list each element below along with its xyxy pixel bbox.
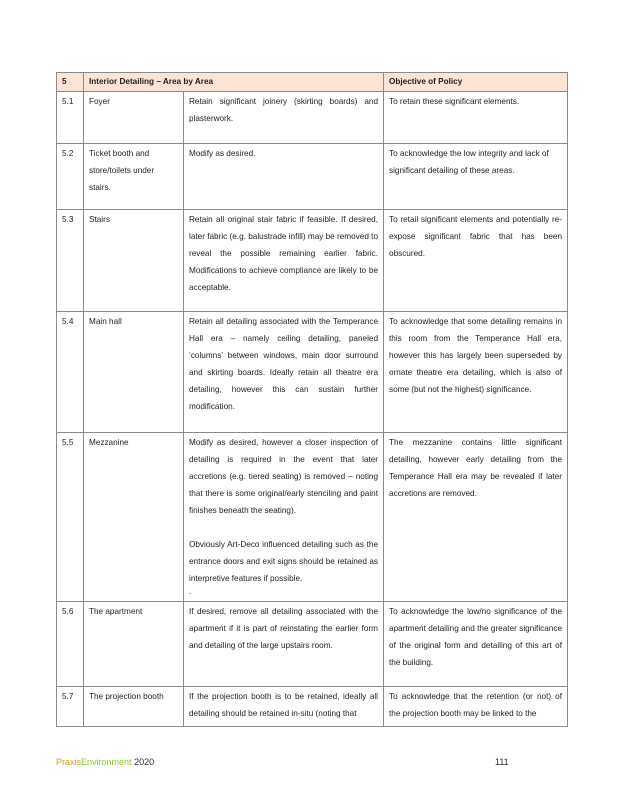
row-area: Ticket booth and store/toilets under stairs. [84,144,184,210]
row-number: 5.3 [57,210,84,312]
row-number: 5.1 [57,92,84,144]
header-objective: Objective of Policy [384,73,568,92]
footer-brand [56,757,154,767]
row-number: 5.2 [57,144,84,210]
row-number: 5.7 [57,687,84,727]
brand-environment: Environment [81,757,132,767]
row-policy: If the projection booth is to be retained, ideally all detailing should be retained in-situ (noting that [184,687,384,727]
table-row [57,92,568,144]
footer-year: 2020 [134,757,155,767]
policy-paragraph: Modify as desired, however a closer inspection of detailing is required in the event that later accretions (e.g. tiered seating) is removed – noting that there is some original/early stenciling and paint finishes beneath the seating). [189,438,379,515]
row-policy: Retain significant joinery (skirting boards) and plasterwork. [184,92,384,144]
header-area: Interior Detailing – Area by Area [84,73,384,92]
table-row [57,687,568,727]
row-objective: To acknowledge the low/no significance of the apartment detailing and the greater significance of the original form and detailing of this art of the building. [384,602,568,687]
policy-paragraph: Obviously Art-Deco influenced detailing such as the entrance doors and exit signs should be retained as interpretive features if possible. [189,540,379,583]
row-policy [184,433,384,602]
row-area: Mezzanine [84,433,184,602]
row-area: Main hall [84,312,184,433]
row-number: 5.4 [57,312,84,433]
table-row [57,312,568,433]
table-row [57,433,568,602]
table-row [57,602,568,687]
table-row [57,210,568,312]
row-policy: Retain all detailing associated with the Temperance Hall era – namely ceiling detailing, paneled ‘columns’ between windows, main door surround and skirting boards. Ideally retain all theatre era detailing, however this can sustain further modification. [184,312,384,433]
table-row [57,144,568,210]
row-objective: To retain these significant elements. [384,92,568,144]
row-objective: To acknowledge that some detailing remains in this room from the Temperance Hall era, however this has largely been superseded by ornate theatre era detailing, which is also of some (but not the highest) significance. [384,312,568,433]
brand-praxis: Praxis [56,757,82,767]
row-number: 5.6 [57,602,84,687]
row-number: 5.5 [57,433,84,602]
row-area: Foyer [84,92,184,144]
row-policy: Retain all original stair fabric if feasible. If desired, later fabric (e.g. balustrade infill) may be removed to reveal the possible remaining earlier fabric. Modifications to achieve compliance are likely to be acceptable. [184,210,384,312]
row-objective: The mezzanine contains little significant detailing, however early detailing from the Temperance Hall era may be revealed if later accretions are removed. [384,433,568,602]
page-number: 111 [495,757,509,767]
row-area: The projection booth [84,687,184,727]
policy-paragraph: . [189,587,192,596]
table-header-row [57,73,568,92]
row-area: The apartment [84,602,184,687]
row-policy: Modify as desired. [184,144,384,210]
header-number: 5 [57,73,84,92]
row-objective: To retail significant elements and potentially re-expose significant fabric that has been obscured. [384,210,568,312]
row-policy: If desired, remove all detailing associated with the apartment if it is part of reinstating the earlier form and detailing of the large upstairs room. [184,602,384,687]
row-objective: To acknowledge the low integrity and lack of significant detailing of these areas. [384,144,568,210]
interior-detailing-table [56,72,568,727]
row-area: Stairs [84,210,184,312]
row-objective: To acknowledge that the retention (or not) of the projection booth may be linked to the [384,687,568,727]
